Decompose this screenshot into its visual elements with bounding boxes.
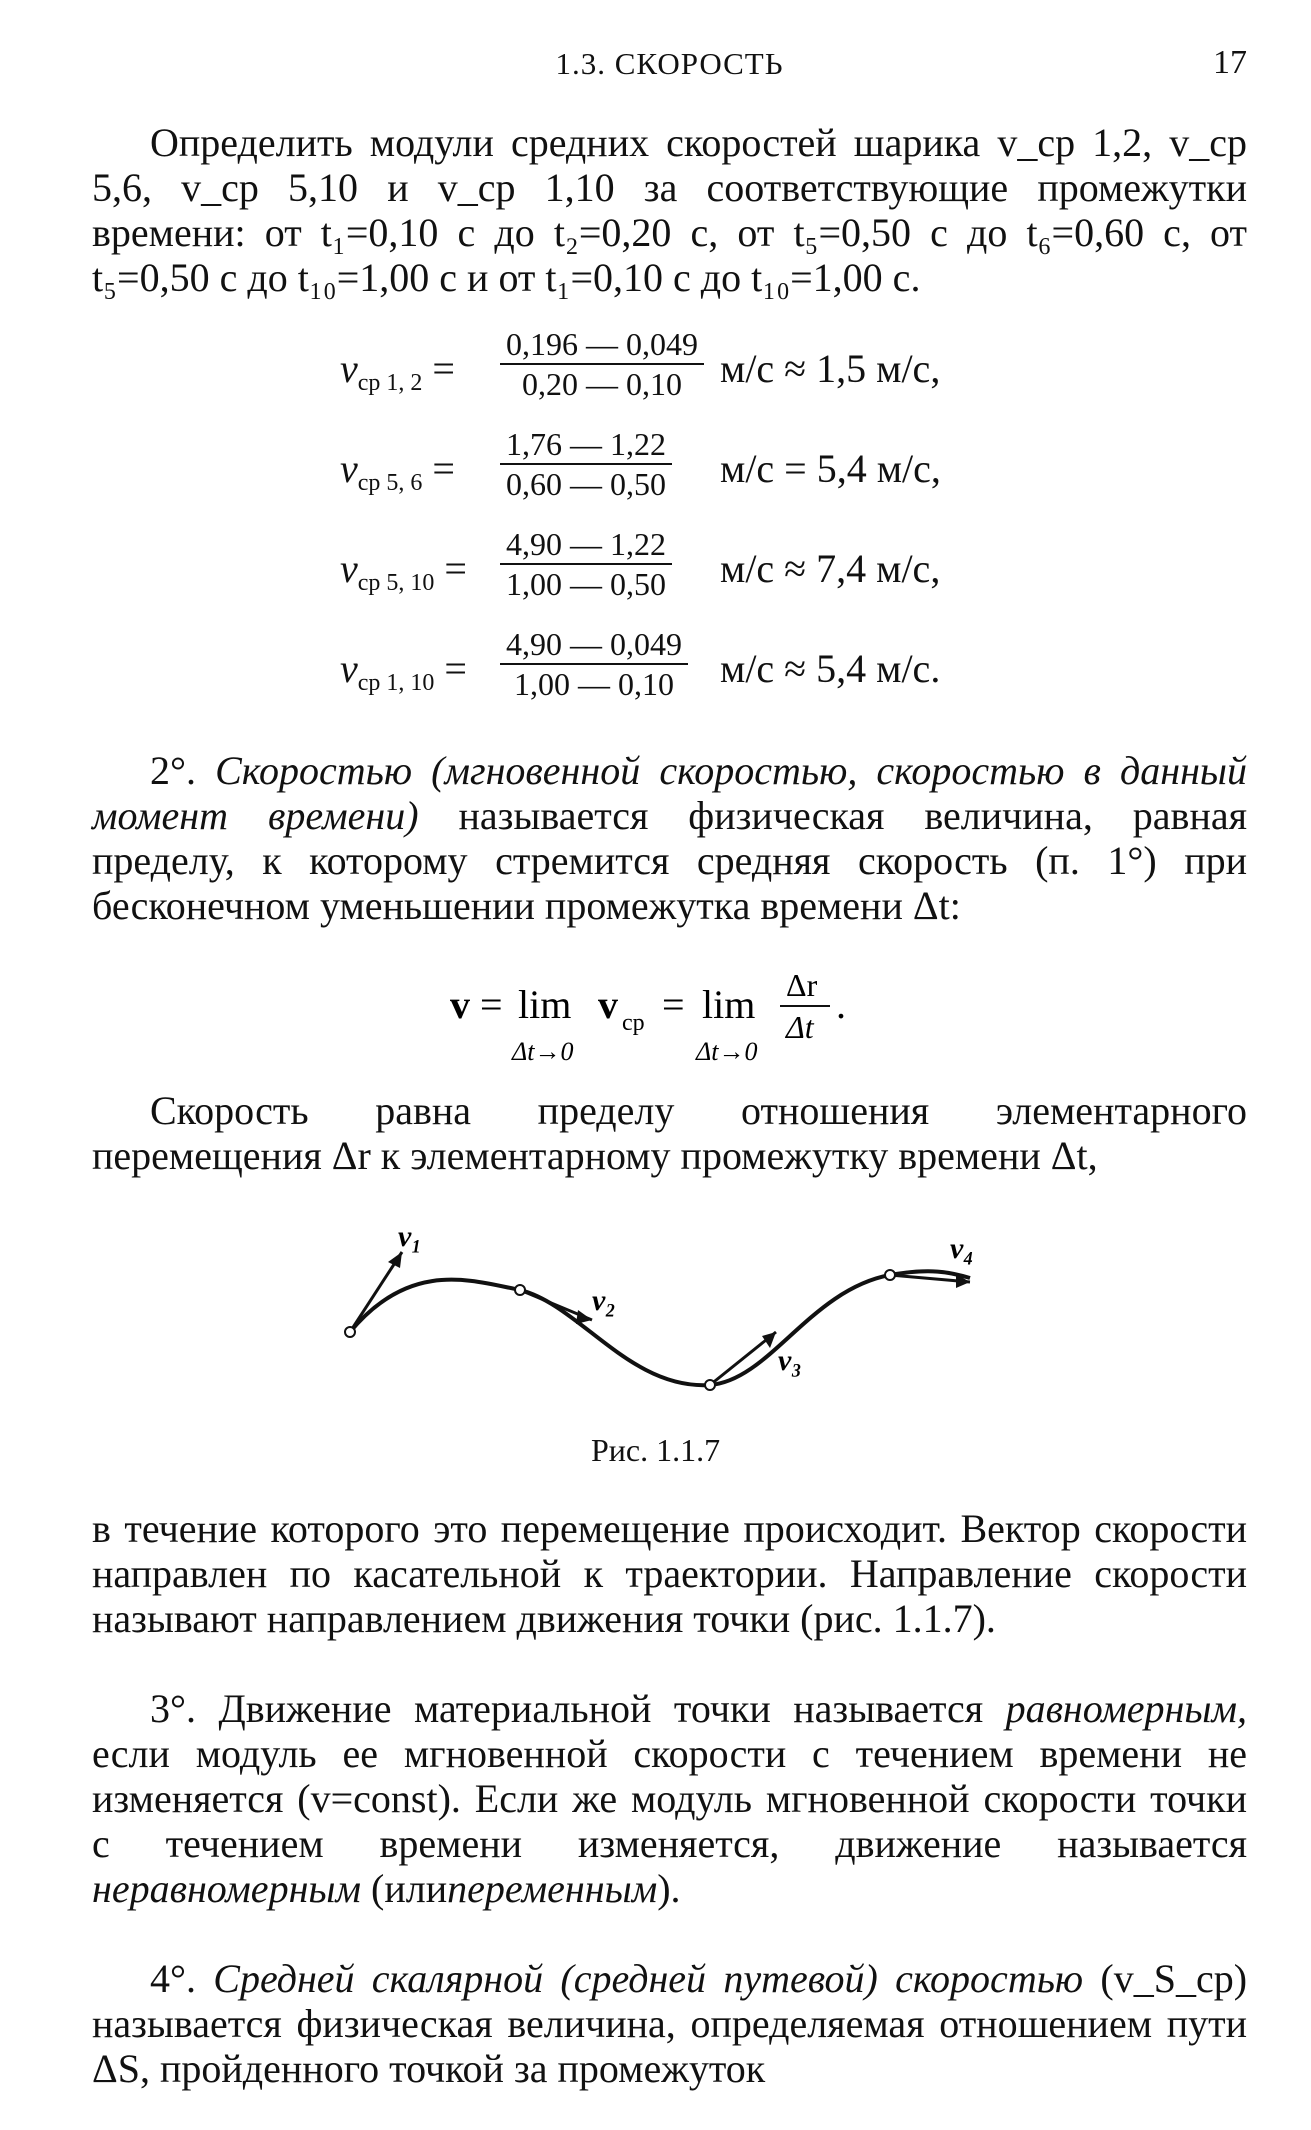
paragraph-instant-velocity bbox=[92, 748, 1247, 928]
paragraph-average-scalar-speed bbox=[92, 1956, 1247, 2091]
point-3 bbox=[705, 1380, 715, 1390]
section-marker: 3°. bbox=[150, 1686, 196, 1731]
term-uniform: равномерным, bbox=[1005, 1686, 1247, 1731]
paragraph-uniform-motion bbox=[92, 1686, 1247, 1911]
definition-body: называется физическая величина, равная пределу, к которому стремится средняя скорость (п. 1°) при бесконечном уменьшении промежутка времени Δt: bbox=[92, 793, 1247, 928]
trajectory-curve bbox=[350, 1271, 970, 1385]
limit-vcp-sub: ср bbox=[622, 1010, 645, 1036]
formula-lhs: v bbox=[340, 446, 358, 491]
formula-subscript: ср 1, 2 bbox=[357, 370, 423, 396]
paragraph-direction: в течение которого это перемещение происходит. Вектор скорости направлен по касательной к траектории. Направление скорости называют направлением движения точки (рис. 1.1.7). bbox=[92, 1506, 1247, 1641]
limit-v: v bbox=[450, 982, 470, 1027]
limit-vcp: v bbox=[598, 982, 618, 1027]
formula-denominator: 1,00 — 0,50 bbox=[506, 566, 666, 602]
formula-numerator: 0,196 — 0,049 bbox=[500, 325, 704, 365]
label-v3: v₃ bbox=[778, 1344, 802, 1377]
label-v4: v₄ bbox=[950, 1232, 974, 1265]
formula-numerator: 1,76 — 1,22 bbox=[500, 425, 672, 465]
formula-vcp-1-10: $v_{ср 1, 10}$ = $\frac{4,90 — 0,049}{1,00 — 0,10}$ м/с ≈ 5,4 м/с. bbox=[340, 626, 941, 702]
limit-under-1: Δt→0 bbox=[512, 1037, 574, 1066]
section-marker: 2°. bbox=[150, 748, 196, 793]
term-nonuniform: неравномерным bbox=[92, 1866, 362, 1911]
formula-subscript: ср 5, 6 bbox=[357, 470, 423, 496]
formula-lhs: v bbox=[340, 546, 358, 591]
formula-result: м/с ≈ 1,5 м/с, bbox=[720, 346, 941, 391]
point-2 bbox=[515, 1285, 525, 1295]
formula-vcp-5-6: $v_{ср 5, 6}$ = $\frac{1,76 — 1,22}{0,60 — 0,50}$ м/с = 5,4 м/с, bbox=[340, 426, 941, 502]
label-v2: v₂ bbox=[592, 1284, 616, 1317]
formula-vcp-5-10: $v_{ср 5, 10}$ = $\frac{4,90 — 1,22}{1,00 — 0,50}$ м/с ≈ 7,4 м/с, bbox=[340, 526, 941, 602]
formula-subscript: ср 1, 10 bbox=[357, 670, 435, 696]
limit-lim-2: lim bbox=[702, 982, 756, 1027]
label-v1: v₁ bbox=[398, 1220, 422, 1253]
limit-formula bbox=[450, 970, 950, 1080]
formula-subscript: ср 5, 10 bbox=[357, 570, 435, 596]
formula-denominator: 0,60 — 0,50 bbox=[506, 466, 666, 502]
point-4 bbox=[885, 1270, 895, 1280]
formula-vcp-1-2: $v_{ср 1, 2}$ = $\frac{0,196 — 0,049}{0,20 — 0,10}$ м/с ≈ 1,5 м/с, bbox=[340, 326, 941, 402]
limit-eq-2: = bbox=[662, 982, 685, 1027]
limit-numerator: Δr bbox=[786, 970, 818, 1003]
limit-eq-1: = bbox=[480, 982, 503, 1027]
formula-lhs: v bbox=[340, 646, 358, 691]
formula-result: м/с = 5,4 м/с, bbox=[720, 446, 941, 491]
uniform-or: (или bbox=[371, 1866, 448, 1911]
limit-under-2: Δt→0 bbox=[696, 1037, 758, 1066]
figure-caption: Рис. 1.1.7 bbox=[590, 1432, 721, 1468]
uniform-end: ). bbox=[657, 1866, 681, 1911]
formula-result: м/с ≈ 7,4 м/с, bbox=[720, 546, 941, 591]
limit-lim-1: lim bbox=[518, 982, 572, 1027]
formula-numerator: 4,90 — 1,22 bbox=[500, 525, 672, 565]
v2-arrowhead bbox=[576, 1310, 592, 1324]
running-title: 1.3. СКОРОСТЬ bbox=[555, 46, 784, 81]
page-header bbox=[92, 42, 1247, 92]
point-1 bbox=[345, 1327, 355, 1337]
formula-numerator: 4,90 — 0,049 bbox=[500, 625, 688, 665]
formula-denominator: 0,20 — 0,10 bbox=[522, 366, 682, 402]
term-variable: переменным bbox=[447, 1866, 658, 1911]
trajectory-figure bbox=[330, 1220, 1010, 1430]
limit-period: . bbox=[836, 982, 846, 1027]
formula-result: м/с ≈ 5,4 м/с. bbox=[720, 646, 941, 691]
uniform-before: Движение материальной точки называется bbox=[218, 1686, 984, 1731]
limit-denominator: Δt bbox=[786, 1009, 814, 1045]
section-marker: 4°. bbox=[150, 1956, 196, 2001]
page-number: 17 bbox=[1213, 44, 1247, 81]
uniform-middle: если модуль ее мгновенной скорости с течением времени не изменяется (v=const). Если же модуль мгновенной скорости точки с течением времени изменяется, движение называется bbox=[92, 1731, 1247, 1866]
definition-term: Средней скалярной (средней путевой) скоростью bbox=[213, 1956, 1084, 2001]
formula-lhs: v bbox=[340, 346, 358, 391]
formula-denominator: 1,00 — 0,10 bbox=[514, 666, 674, 702]
definition-term: Скоростью (мгновенной скоростью, скоростью в данный момент времени) bbox=[92, 748, 1247, 838]
paragraph-velocity-limit: Скорость равна пределу отношения элементарного перемещения Δr к элементарному промежутку времени Δt, bbox=[92, 1088, 1247, 1178]
v1-arrowhead bbox=[388, 1252, 402, 1268]
paragraph-task: Определить модули средних скоростей шарика v_ср 1,2, v_ср 5,6, v_ср 5,10 и v_ср 1,10 за соответствующие промежутки времени: от t₁=0,10 с до t₂=0,20 с, от t₅=0,50 с до t₆=0,60 с, от t₅=0,50 с до t₁₀=1,00 с и от t₁=0,10 с до t₁₀=1,00 с. bbox=[92, 120, 1247, 300]
definition-body: (v_S_ср) называется физическая величина, определяемая отношением пути ΔS, пройденного точкой за промежуток bbox=[92, 1956, 1248, 2091]
